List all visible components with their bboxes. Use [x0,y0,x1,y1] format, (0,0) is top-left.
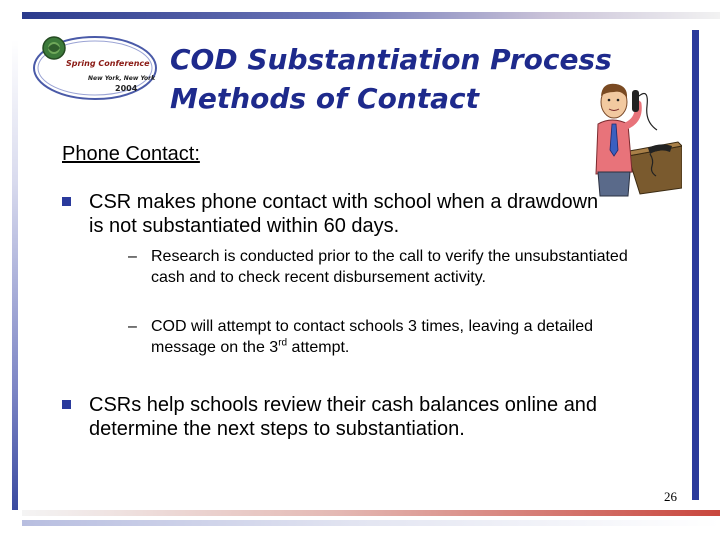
left-border-gradient [12,40,18,510]
bottom-border-blue [22,520,720,526]
section-heading: Phone Contact: [62,143,200,165]
ordinal-superscript: rd [278,337,288,349]
sub-bullet-text: Research is conducted prior to the call to verify the unsubstantiated cash and to check recent disbursement activity. [151,248,628,286]
sub-bullet-text [151,316,651,358]
square-bullet-icon [62,400,71,409]
title-line-2: Methods of Contact [170,82,480,115]
dash-marker: – [128,318,137,335]
logo-location: New York, New York [88,75,156,82]
right-border-bar [692,30,699,500]
bottom-border-red [22,510,720,516]
top-border-gradient [22,12,720,19]
dash-marker: – [128,248,137,265]
sub-bullet-text-main: COD will attempt to contact schools 3 times, leaving a detailed message on the 3 [151,318,593,356]
title-line-1: COD Substantiation Process [170,43,612,76]
bullet-text: CSRs help schools review their cash balances online and determine the next steps to substantiation. [89,394,598,440]
bullet-text: CSR makes phone contact with school when a drawdown is not substantiated within 60 days. [89,191,599,237]
man-on-phone-illustration [578,76,682,200]
spring-conference-logo [30,30,160,102]
slide-title [170,40,612,118]
square-bullet-icon [62,197,71,206]
logo-title: Spring Conference [66,59,150,68]
logo-year: 2004 [115,84,138,93]
page-number: 26 [664,489,677,504]
sub-bullet-text-end: attempt. [287,339,350,356]
